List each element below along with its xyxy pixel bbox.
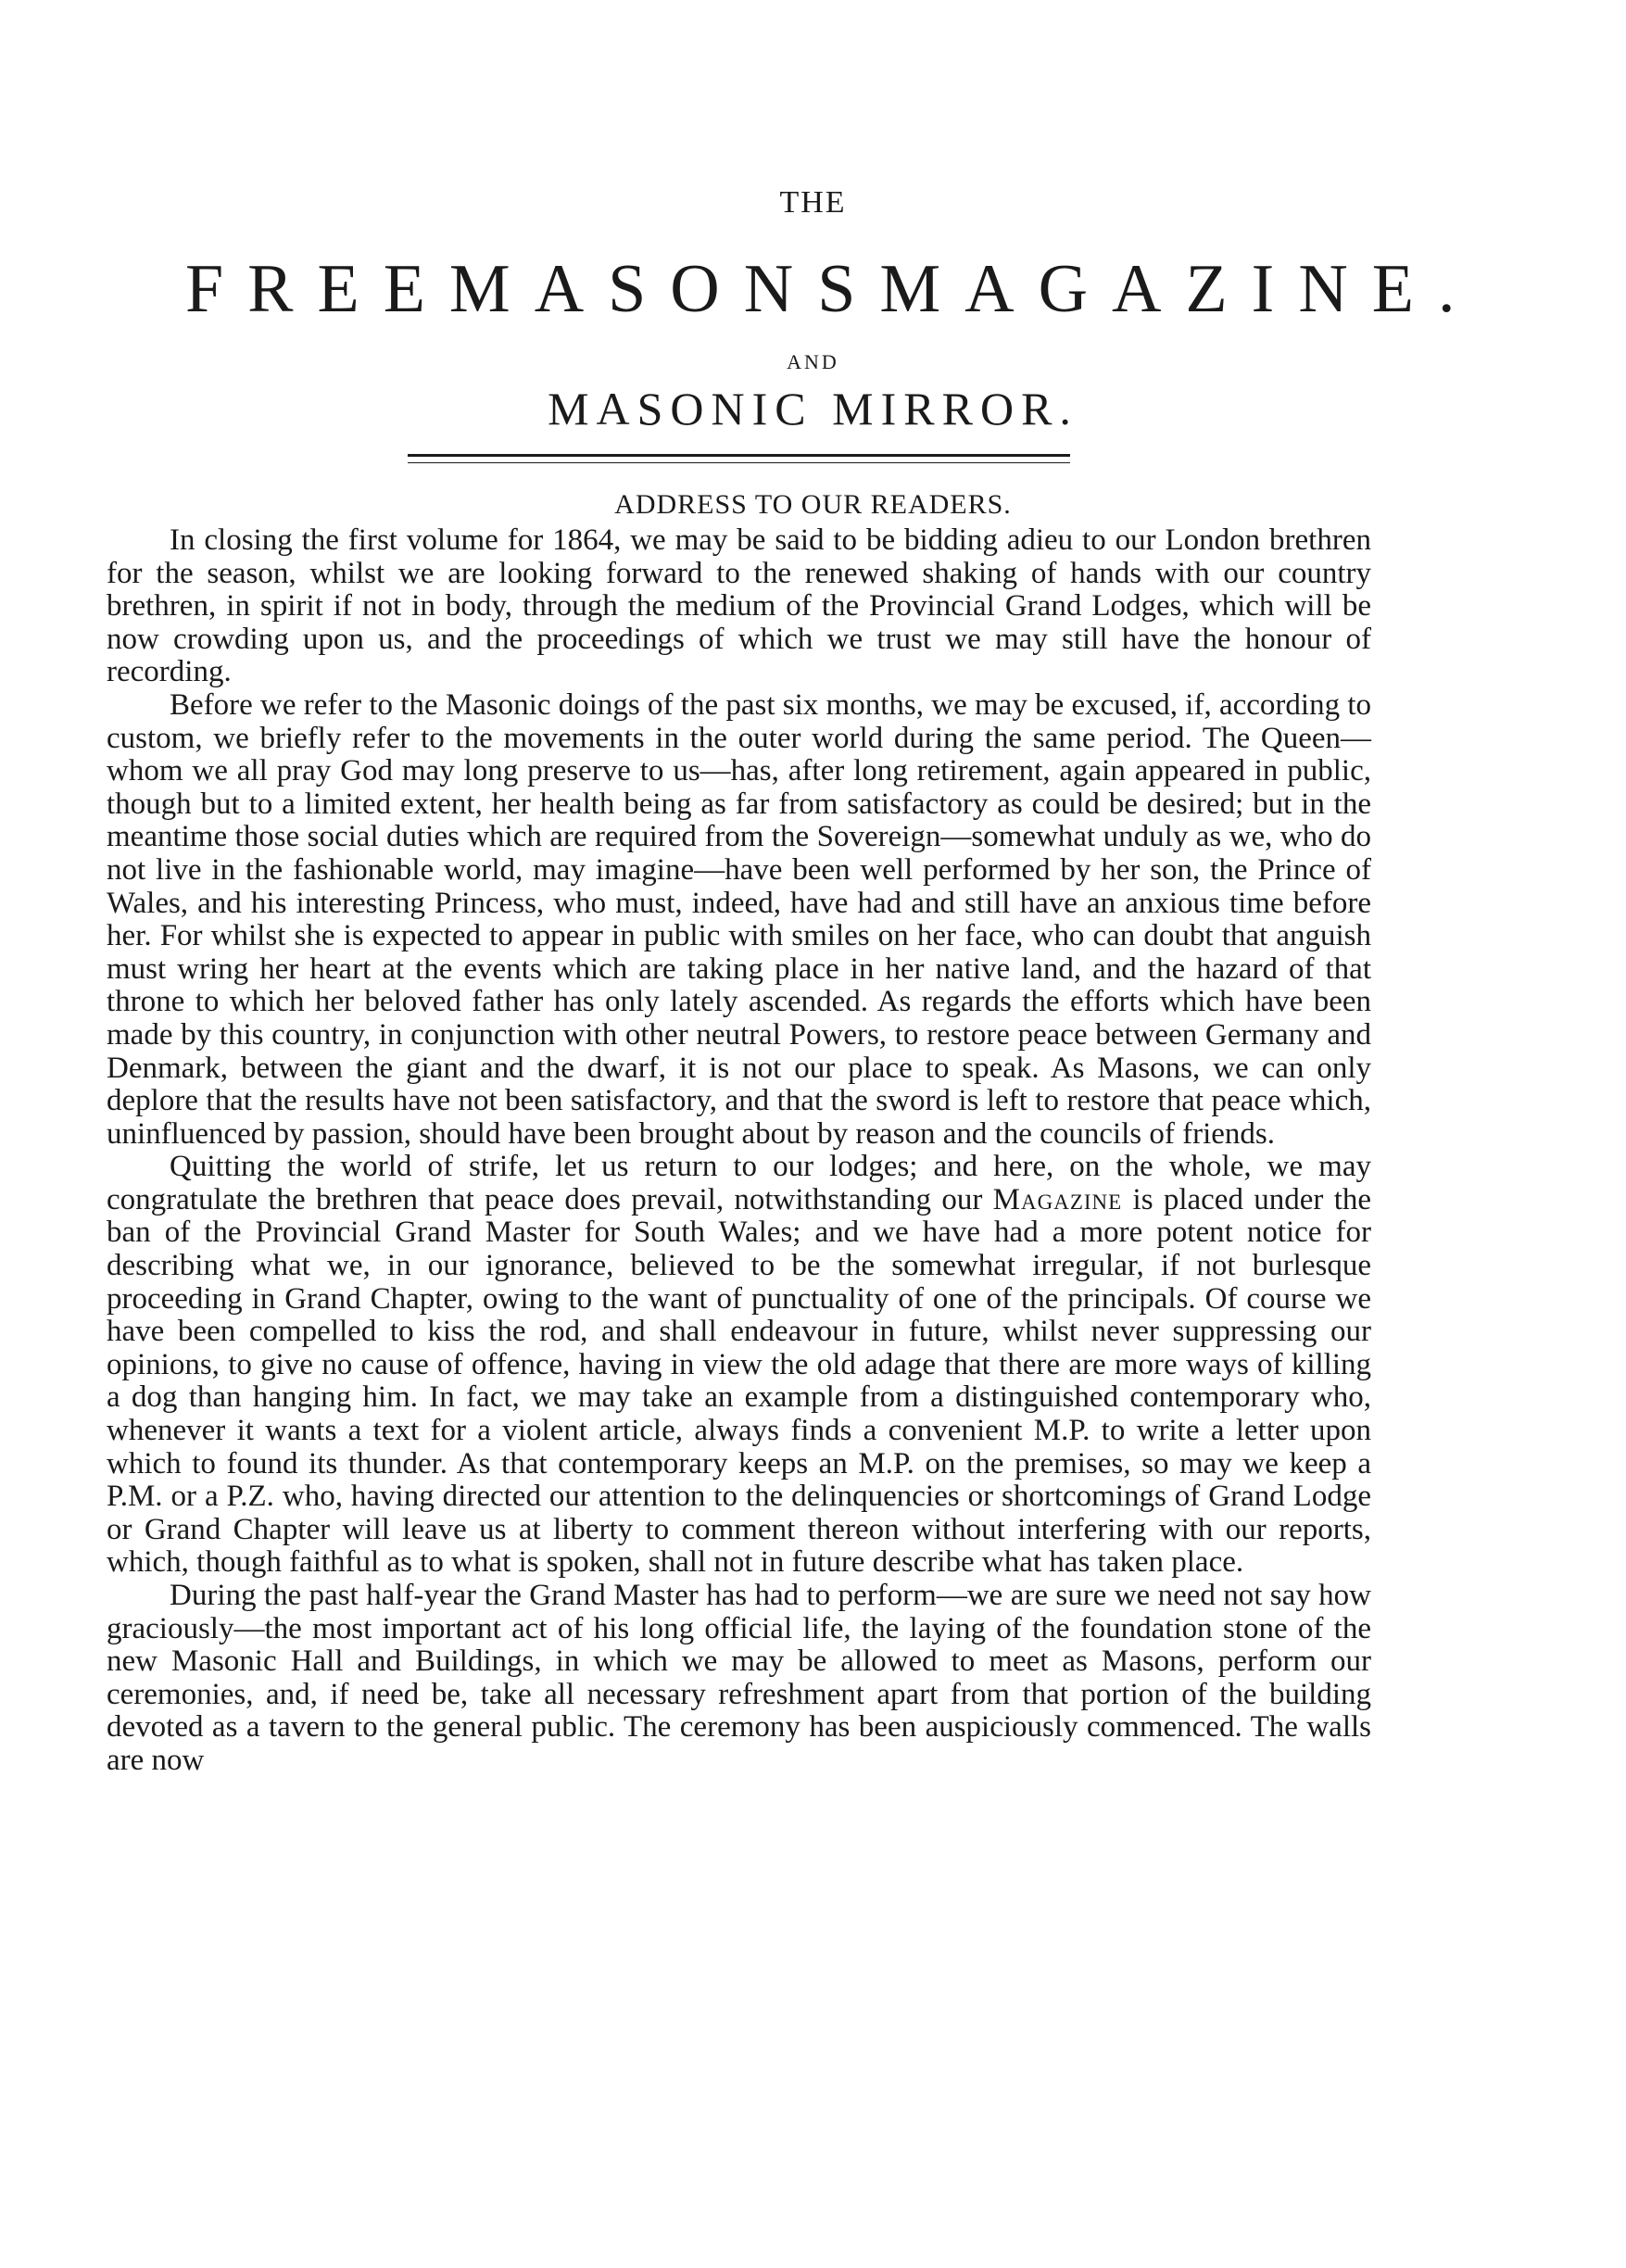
paragraph-3-lead: Quitting the world of strife, let us return to our lodges; and here, on the whole, we may congratulate the brethren that peace does prevail, notwithstanding our — [107, 1150, 1371, 1216]
masthead-subtitle: MASONIC MIRROR. — [548, 383, 1078, 435]
article-body — [107, 524, 1371, 1778]
paragraph-3 — [107, 1151, 1371, 1580]
masthead-title — [185, 250, 1480, 329]
paragraph-3-rest: is placed under the ban of the Provincial Grand Master for South Wales; and we have had a more potent notice for describing what we, in our ignorance, believed to be the somewhat irregular, if not burlesque proceeding in Grand Chapter, owing to the want of punctuality of one of the principals. Of course we have been compelled to kiss the rod, and shall endeavour in future, whilst never suppressing our opinions, to give no cause of offence, having in view the old adage that there are more ways of killing a dog than hanging him. In fact, we may take an example from a distinguished contemporary who, whenever it wants a text for a violent article, always finds a convenient M.P. to write a letter upon which to found its thunder. As that contemporary keeps an M.P. on the premises, so may we keep a P.M. or a P.Z. who, having directed our attention to the delinquencies or shortcomings of Grand Lodge or Grand Chapter will leave us at liberty to comment thereon without interfering with our reports, which, though faithful as to what is spoken, shall not in future describe what has taken place. — [107, 1182, 1372, 1580]
paragraph-4: During the past half-year the Grand Master has had to perform—we are sure we need not say how graciously—the most important act of his long official life, the laying of the foundation stone of the new Masonic Hall and Buildings, in which we may be allowed to meet as Masons, perform our ceremonies, and, if need be, take all necessary refreshment apart from that portion of the building devoted as a tavern to the general public. The ceremony has been auspiciously commenced. The walls are now — [107, 1579, 1371, 1777]
masthead-and: AND — [787, 350, 839, 373]
masthead-word-freemasons: FREEMASONS — [185, 251, 880, 327]
masthead-word-magazine: MAGAZINE. — [879, 251, 1480, 327]
magazine-smallcaps: Magazine — [992, 1182, 1123, 1216]
article-heading: ADDRESS TO OUR READERS. — [614, 489, 1012, 520]
paragraph-1: In closing the first volume for 1864, we may be said to be bidding adieu to our London brethren for the season, whilst we are looking forward to the renewed shaking of hands with our country brethren, in spirit if not in body, through the medium of the Provincial Grand Lodges, which will be now crowding upon us, and the proceedings of which we trust we may still have the honour of recording. — [107, 523, 1371, 689]
paragraph-2: Before we refer to the Masonic doings of the past six months, we may be excused, if, according to custom, we briefly refer to the movements in the outer world during the same period. The Queen—whom we all pray God may long preserve to us—has, after long retirement, again appeared in public, though but to a limited extent, her health being as far from satisfactory as could be desired; but in the meantime those social duties which are required from the Sovereign—somewhat unduly as we, who do not live in the fashionable world, may imagine—have been well performed by her son, the Prince of Wales, and his interesting Princess, who must, indeed, have had and still have an anxious time before her. For whilst she is expected to appear in public with smiles on her face, who can doubt that anguish must wring her heart at the events which are taking place in her native land, and the hazard of that throne to which her beloved father has only lately ascended. As regards the efforts which have been made by this country, in conjunction with other neutral Powers, to restore peace between Germany and Denmark, between the giant and the dwarf, it is not our place to speak. As Masons, we can only deplore that the results have not been satisfactory, and that the sword is left to restore that peace which, uninfluenced by passion, should have been brought about by reason and the councils of friends. — [107, 687, 1371, 1151]
masthead-the: THE — [779, 185, 847, 220]
title-rule-thin — [408, 462, 1070, 463]
title-rule-thick — [408, 454, 1070, 457]
